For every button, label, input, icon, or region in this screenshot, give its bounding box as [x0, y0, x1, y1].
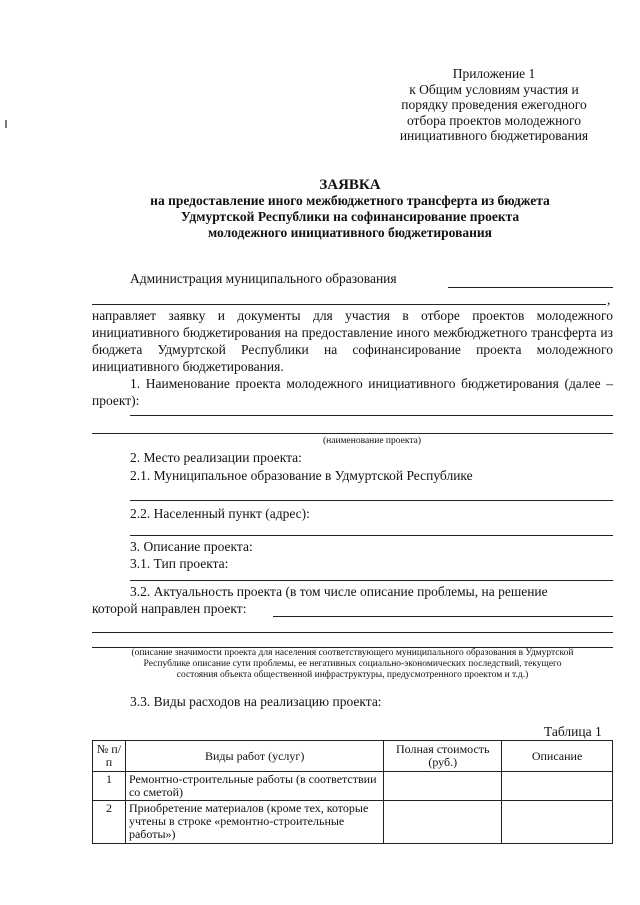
appendix-line-2: к Общим условиям участия и — [409, 81, 579, 97]
project-name-line-2[interactable] — [92, 433, 613, 434]
relevance-line-1[interactable] — [273, 616, 613, 617]
row-works: Приобретение материалов (кроме тех, которые учтены в строке «ремонтно-строительные работы») — [125, 801, 383, 844]
intro-text: направляет заявку и документы для участия в отборе проектов молодежного инициативного бюджетирования на предоставление иного межбюджетного трансферта из бюджета Удмуртской Республики на софинансирование проекта молодежного инициативного бюджетирования. — [92, 308, 613, 374]
subtitle-line-1: на предоставление иного межбюджетного трансферта из бюджета — [150, 193, 550, 208]
document-title: ЗАЯВКА — [319, 177, 381, 193]
relevance-line-2[interactable] — [92, 632, 613, 633]
section-2-1-text: 2.1. Муниципальное образование в Удмуртской Республике — [130, 468, 473, 483]
row-description[interactable] — [502, 801, 613, 844]
row-cost[interactable] — [384, 772, 502, 801]
appendix-line-1: Приложение 1 — [452, 66, 536, 81]
municipality-field-line[interactable] — [448, 287, 613, 288]
header-works: Виды работ (услуг) — [125, 741, 383, 772]
section-3-title: 3. Описание проекта: — [130, 539, 253, 554]
relevance-caption-line-1: (описание значимости проекта для населения соответствующего муниципального образования в Удмуртской — [131, 648, 574, 658]
table-caption: Таблица 1 — [544, 724, 602, 739]
section-3-2-line-2: которой направлен проект: — [92, 601, 247, 616]
expenses-table — [92, 740, 613, 844]
appendix-line-3: порядку проведения ежегодного — [401, 97, 587, 112]
section-3-3-text: 3.3. Виды расходов на реализацию проекта: — [130, 694, 382, 709]
relevance-caption-line-3: состояния объекта общественной инфраструктуры, предусмотренного проектом и т.д.) — [176, 670, 529, 680]
scan-mark — [5, 120, 7, 128]
subtitle-line-2: Удмуртской Республики на софинансирование проекта — [180, 209, 520, 224]
municipality-field-line-2[interactable] — [92, 304, 606, 305]
project-name-line-1[interactable] — [130, 415, 613, 416]
appendix-line-4: отбора проектов молодежного — [406, 112, 582, 128]
appendix-line-5: инициативного бюджетирования — [399, 128, 589, 143]
comma: , — [607, 292, 611, 307]
section-3-2-line-1: 3.2. Актуальность проекта (в том числе описание проблемы, на решение — [130, 584, 548, 599]
address-line[interactable] — [130, 535, 613, 536]
subtitle-line-3: молодежного инициативного бюджетирования — [208, 225, 492, 240]
row-works: Ремонтно-строительные работы (в соответствии со сметой) — [125, 772, 383, 801]
relevance-caption — [92, 648, 613, 681]
admin-label: Администрация муниципального образования — [130, 271, 397, 286]
table-header-row — [93, 741, 613, 772]
header-description: Описание — [502, 741, 613, 772]
relevance-caption-line-2: Республике описание сути проблемы, ее негативных социально-экономических последствий, текущего — [143, 659, 562, 669]
row-description[interactable] — [502, 772, 613, 801]
row-num: 1 — [93, 772, 126, 801]
document-subtitle — [60, 193, 640, 241]
table-row — [93, 772, 613, 801]
project-name-caption: (наименование проекта) — [322, 436, 421, 446]
appendix-header — [384, 66, 604, 144]
header-num: № п/п — [93, 741, 126, 772]
row-num: 2 — [93, 801, 126, 844]
section-2-title: 2. Место реализации проекта: — [130, 450, 302, 465]
municipality-line[interactable] — [130, 500, 613, 501]
row-cost[interactable] — [384, 801, 502, 844]
section-2-2-text: 2.2. Населенный пункт (адрес): — [130, 506, 310, 521]
section-3-1-text: 3.1. Тип проекта: — [130, 556, 229, 571]
table-row — [93, 801, 613, 844]
section-1-text: 1. Наименование проекта молодежного инициативного бюджетирования (далее – проект): — [92, 376, 613, 408]
header-cost: Полная стоимость (руб.) — [384, 741, 502, 772]
project-type-line[interactable] — [130, 580, 613, 581]
